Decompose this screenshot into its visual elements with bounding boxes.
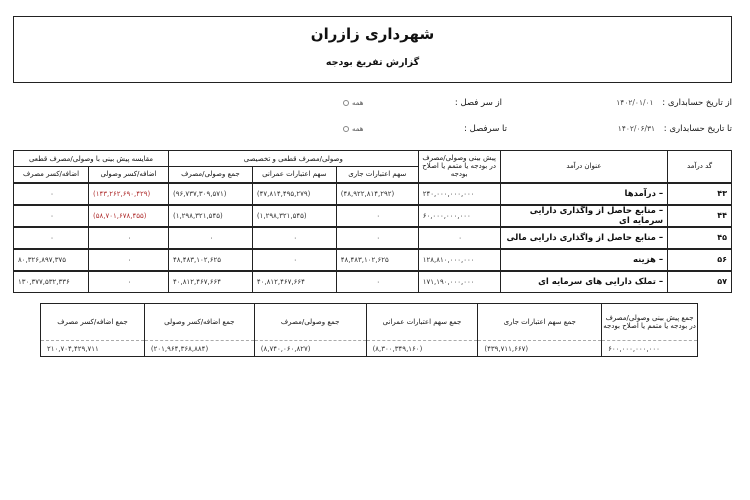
- header-code: گد درآمد: [668, 151, 732, 183]
- row-excess-expense: ۰: [14, 183, 89, 205]
- row-excess-income: (۱۴۳,۲۶۲,۶۹۰,۴۲۹): [89, 183, 169, 205]
- row-excess-income: ۰: [89, 271, 169, 293]
- from-date-value[interactable]: ۱۴۰۲/۰۱/۰۱: [616, 98, 654, 107]
- table-row[interactable]: [14, 249, 732, 271]
- row-code: ۴۳: [668, 183, 732, 205]
- row-title: – درآمدها: [500, 183, 668, 205]
- row-current-share: (۴۸,۹۲۲,۸۱۴,۲۹۲): [336, 183, 418, 205]
- radio-icon[interactable]: [343, 100, 349, 106]
- row-excess-expense: ۸۰,۳۲۶,۸۹۷,۳۷۵: [14, 249, 89, 271]
- row-title: – منابع حاصل از واگذاری دارایی مالی: [500, 227, 668, 249]
- from-heading-all-option[interactable]: [343, 99, 364, 107]
- header-group-compare: مقایسه پیش بینی با وصولی/مصرف قطعی: [14, 151, 169, 167]
- to-date-value[interactable]: ۱۴۰۲/۰۶/۳۱: [617, 124, 656, 133]
- row-forecast: ۰: [418, 227, 500, 249]
- row-title: – منابع حاصل از واگذاری دارایی سرمایه ای: [500, 205, 668, 227]
- summary-total-forecast: ۶۰۰,۰۰۰,۰۰۰,۰۰۰: [602, 341, 698, 357]
- table-row[interactable]: [14, 205, 732, 227]
- row-code: ۵۷: [668, 271, 732, 293]
- to-date-label: تا تاریخ حسابداری :: [663, 124, 732, 134]
- header-excess-expense: اضافه/کسر مصرف: [14, 167, 89, 183]
- to-date-filter: [618, 124, 732, 134]
- header-total-actual: جمع وصولی/مصرف: [168, 167, 252, 183]
- all-option-label: همه: [352, 99, 364, 107]
- row-excess-expense: ۱۳۰,۳۷۷,۵۳۲,۳۳۶: [14, 271, 89, 293]
- row-excess-income: ۰: [89, 249, 169, 271]
- header-capital-share: سهم اعتبارات عمرانی: [252, 167, 336, 183]
- summary-header-total-actual: جمع وصولی/مصرف: [254, 304, 366, 341]
- row-total-actual: ۴۰,۸۱۲,۴۶۷,۶۶۴: [168, 271, 252, 293]
- summary-total-actual: (۸,۷۴۰,۰۶۰,۸۲۷): [254, 341, 366, 357]
- summary-header-total-capital-share: جمع سهم اعتبارات عمرانی: [366, 304, 478, 341]
- from-date-label: از تاریخ حسابداری :: [662, 98, 732, 108]
- row-current-share: ۰: [336, 271, 418, 293]
- row-code: ۵۶: [668, 249, 732, 271]
- row-excess-expense: ۰: [14, 227, 89, 249]
- row-capital-share: ۰: [252, 249, 336, 271]
- to-heading-label: تا سرفصل :: [464, 124, 507, 134]
- row-current-share: ۰: [336, 227, 418, 249]
- header-forecast: پیش بینی وصولی/مصرف در بودجه یا متمم یا اصلاح بودجه: [418, 151, 500, 183]
- to-heading-filter: [464, 124, 507, 134]
- row-current-share: ۰: [336, 205, 418, 227]
- from-date-filter: [616, 98, 732, 108]
- row-excess-income: ۰: [89, 227, 169, 249]
- summary-header-total-excess-expense: جمع اضافه/کسر مصرف: [41, 304, 145, 341]
- row-total-actual: (۱,۲۹۸,۳۲۱,۵۴۵): [168, 205, 252, 227]
- row-capital-share: ۴۰,۸۱۲,۴۶۷,۶۶۴: [252, 271, 336, 293]
- table-row[interactable]: [14, 227, 732, 249]
- row-capital-share: (۴۷,۸۱۴,۴۹۵,۲۷۹): [252, 183, 336, 205]
- row-capital-share: (۱,۲۹۸,۳۲۱,۵۴۵): [252, 205, 336, 227]
- row-code: ۴۵: [668, 227, 732, 249]
- header-excess-income: اضافه/کسر وصولی: [89, 167, 169, 183]
- header-group-actual: وصولی/مصرف قطعی و تخصیصی: [168, 151, 418, 167]
- summary-total-excess-income: (۲۰۱,۹۶۴,۳۶۸,۸۸۴): [144, 341, 254, 357]
- row-forecast: ۱۲۸,۸۱۰,۰۰۰,۰۰۰: [418, 249, 500, 271]
- row-excess-expense: ۰: [14, 205, 89, 227]
- header-current-share: سهم اعتبارات جاری: [336, 167, 418, 183]
- row-current-share: ۴۸,۴۸۳,۱۰۲,۶۲۵: [336, 249, 418, 271]
- row-forecast: ۱۷۱,۱۹۰,۰۰۰,۰۰۰: [418, 271, 500, 293]
- header-title: عنوان درآمد: [500, 151, 668, 183]
- radio-icon[interactable]: [343, 126, 349, 132]
- from-heading-label: از سر فصل :: [454, 98, 502, 108]
- all-option-label: همه: [352, 125, 364, 133]
- row-code: ۴۴: [668, 205, 732, 227]
- row-title: – تملک دارایی های سرمایه ای: [500, 271, 668, 293]
- summary-total-capital-share: (۸,۳۰۰,۳۴۹,۱۶۰): [366, 341, 478, 357]
- row-total-actual: (۹۶,۷۳۷,۳۰۹,۵۷۱): [168, 183, 252, 205]
- summary-total-excess-expense: ۲۱۰,۷۰۴,۴۲۹,۷۱۱: [41, 341, 145, 357]
- row-total-actual: ۴۸,۴۸۳,۱۰۲,۶۲۵: [168, 249, 252, 271]
- row-total-actual: ۰: [168, 227, 252, 249]
- row-forecast: ۶۰,۰۰۰,۰۰۰,۰۰۰: [418, 205, 500, 227]
- summary-total-current-share: (۴۳۹,۷۱۱,۶۶۷): [478, 341, 602, 357]
- budget-summary-table: [40, 303, 698, 357]
- summary-header-total-forecast: جمع پیش بینی وصولی/مصرف در بودجه یا متمم یا اصلاح بودجه: [602, 304, 698, 341]
- to-heading-all-option[interactable]: [343, 125, 364, 133]
- row-excess-income: (۵۸,۷۰۱,۶۷۸,۴۵۵): [89, 205, 169, 227]
- organization-title: شهرداری زازران: [310, 25, 435, 43]
- table-row[interactable]: [14, 183, 732, 205]
- row-forecast: ۲۴۰,۰۰۰,۰۰۰,۰۰۰: [418, 183, 500, 205]
- summary-row: [41, 341, 698, 357]
- table-row[interactable]: [14, 271, 732, 293]
- summary-header-total-current-share: جمع سهم اعتبارات جاری: [478, 304, 602, 341]
- report-title: گزارش تفریغ بودجه: [325, 57, 420, 68]
- row-title: – هزینه: [500, 249, 668, 271]
- budget-detail-table: [13, 150, 732, 293]
- row-capital-share: ۰: [252, 227, 336, 249]
- from-heading-filter: [455, 98, 502, 108]
- summary-header-total-excess-income: جمع اضافه/کسر وصولی: [144, 304, 254, 341]
- report-header: [13, 16, 732, 83]
